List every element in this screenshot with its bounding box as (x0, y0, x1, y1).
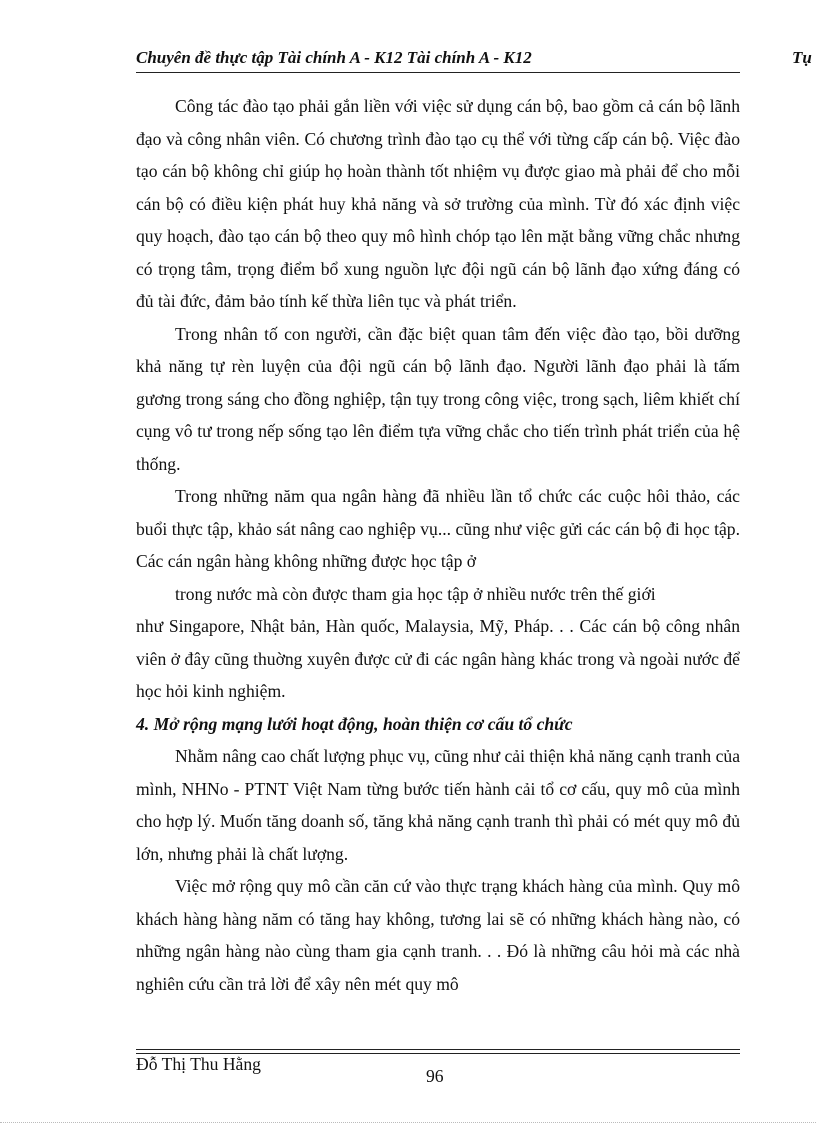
document-body (136, 90, 740, 1000)
paragraph-human-factor: Trong nhân tố con người, cần đặc biệt quan tâm đến việc đào tạo, bồi dưỡng khả năng tự rèn luyện của đội ngũ cán bộ lãnh đạo. Người lãnh đạo phải là tấm gương trong sáng cho đồng nghiệp, tận tụy trong công việc, trong sạch, liêm khiết chí cụng vô tư trong nếp sống tạo lên điểm tựa vững chắc cho tiến trình phát triển của hệ thống. (136, 323, 740, 474)
paragraph-workshops: Trong những năm qua ngân hàng đã nhiều lần tổ chức các cuộc hôi thảo, các buổi thực tập, khảo sát nâng cao nghiệp vụ... cũng như việc gửi các cán bộ đi học tập. Các cán ngân hàng không những được học tập ở (136, 486, 740, 571)
footer-rule-top (136, 1049, 740, 1050)
paragraph-training: Công tác đào tạo phải gắn liền với việc sử dụng cán bộ, bao gồm cả cán bộ lãnh đạo và công nhân viên. Có chương trình đào tạo cụ thể với từng cấp cán bộ. Việc đào tạo cán bộ không chỉ giúp họ hoàn thành tốt nhiệm vụ được giao mà phải để cho mỗi cán bộ có điều kiện phát huy khả năng và sở trường của mình. Từ đó xác định việc quy hoạch, đào tạo cán bộ theo quy mô hình chóp tạo lên mặt bằng vững chắc nhưng có trọng tâm, trọng điểm bổ xung nguồn lực đội ngũ cán bộ lãnh đạo xứng đáng có đủ tài đức, đảm bảo tính kế thừa liên tục và phát triển. (136, 96, 740, 311)
paragraph-workshops-indented-line: trong nước mà còn được tham gia học tập ở nhiều nước trên thế giới (175, 583, 656, 604)
header-title: Chuyên đề thực tập Tài chính A - K12 Tài chính A - K12 (136, 48, 532, 67)
header-right-fragment: Tụ (792, 48, 812, 67)
paragraph-scale-expansion: Việc mở rộng quy mô cần căn cứ vào thực trạng khách hàng của mình. Quy mô khách hàng hàng năm có tăng hay không, tương lai sẽ có những khách hàng nào, có những ngân hàng nào cùng tham gia cạnh tranh. . . Đó là những câu hỏi mà các nhà nghiên cứu cần trả lời để xây nên mét quy mô (136, 876, 740, 994)
page-number: 96 (426, 1066, 444, 1086)
section-heading: 4. Mở rộng mạng lưới hoạt động, hoàn thiện cơ cấu tổ chức (136, 713, 573, 734)
footer-author: Đỗ Thị Thu Hằng (136, 1054, 261, 1074)
page-header (136, 48, 816, 72)
paragraph-service-quality: Nhằm nâng cao chất lượng phục vụ, cũng như cải thiện khả năng cạnh tranh của mình, NHNo - PTNT Việt Nam từng bước tiến hành cải tổ cơ cấu, quy mô của mình cho hợp lý. Muốn tăng doanh số, tăng khả năng cạnh tranh thì phải có mét quy mô đủ lớn, nhưng phải là chất lượng. (136, 746, 740, 864)
header-rule (136, 72, 740, 73)
paragraph-workshops-continued: như Singapore, Nhật bản, Hàn quốc, Malaysia, Mỹ, Pháp. . . Các cán bộ công nhân viên ở đây cũng thuờng xuyên được cử đi các ngân hàng khác trong và ngoài nước để học hỏi kinh nghiệm. (136, 616, 740, 701)
